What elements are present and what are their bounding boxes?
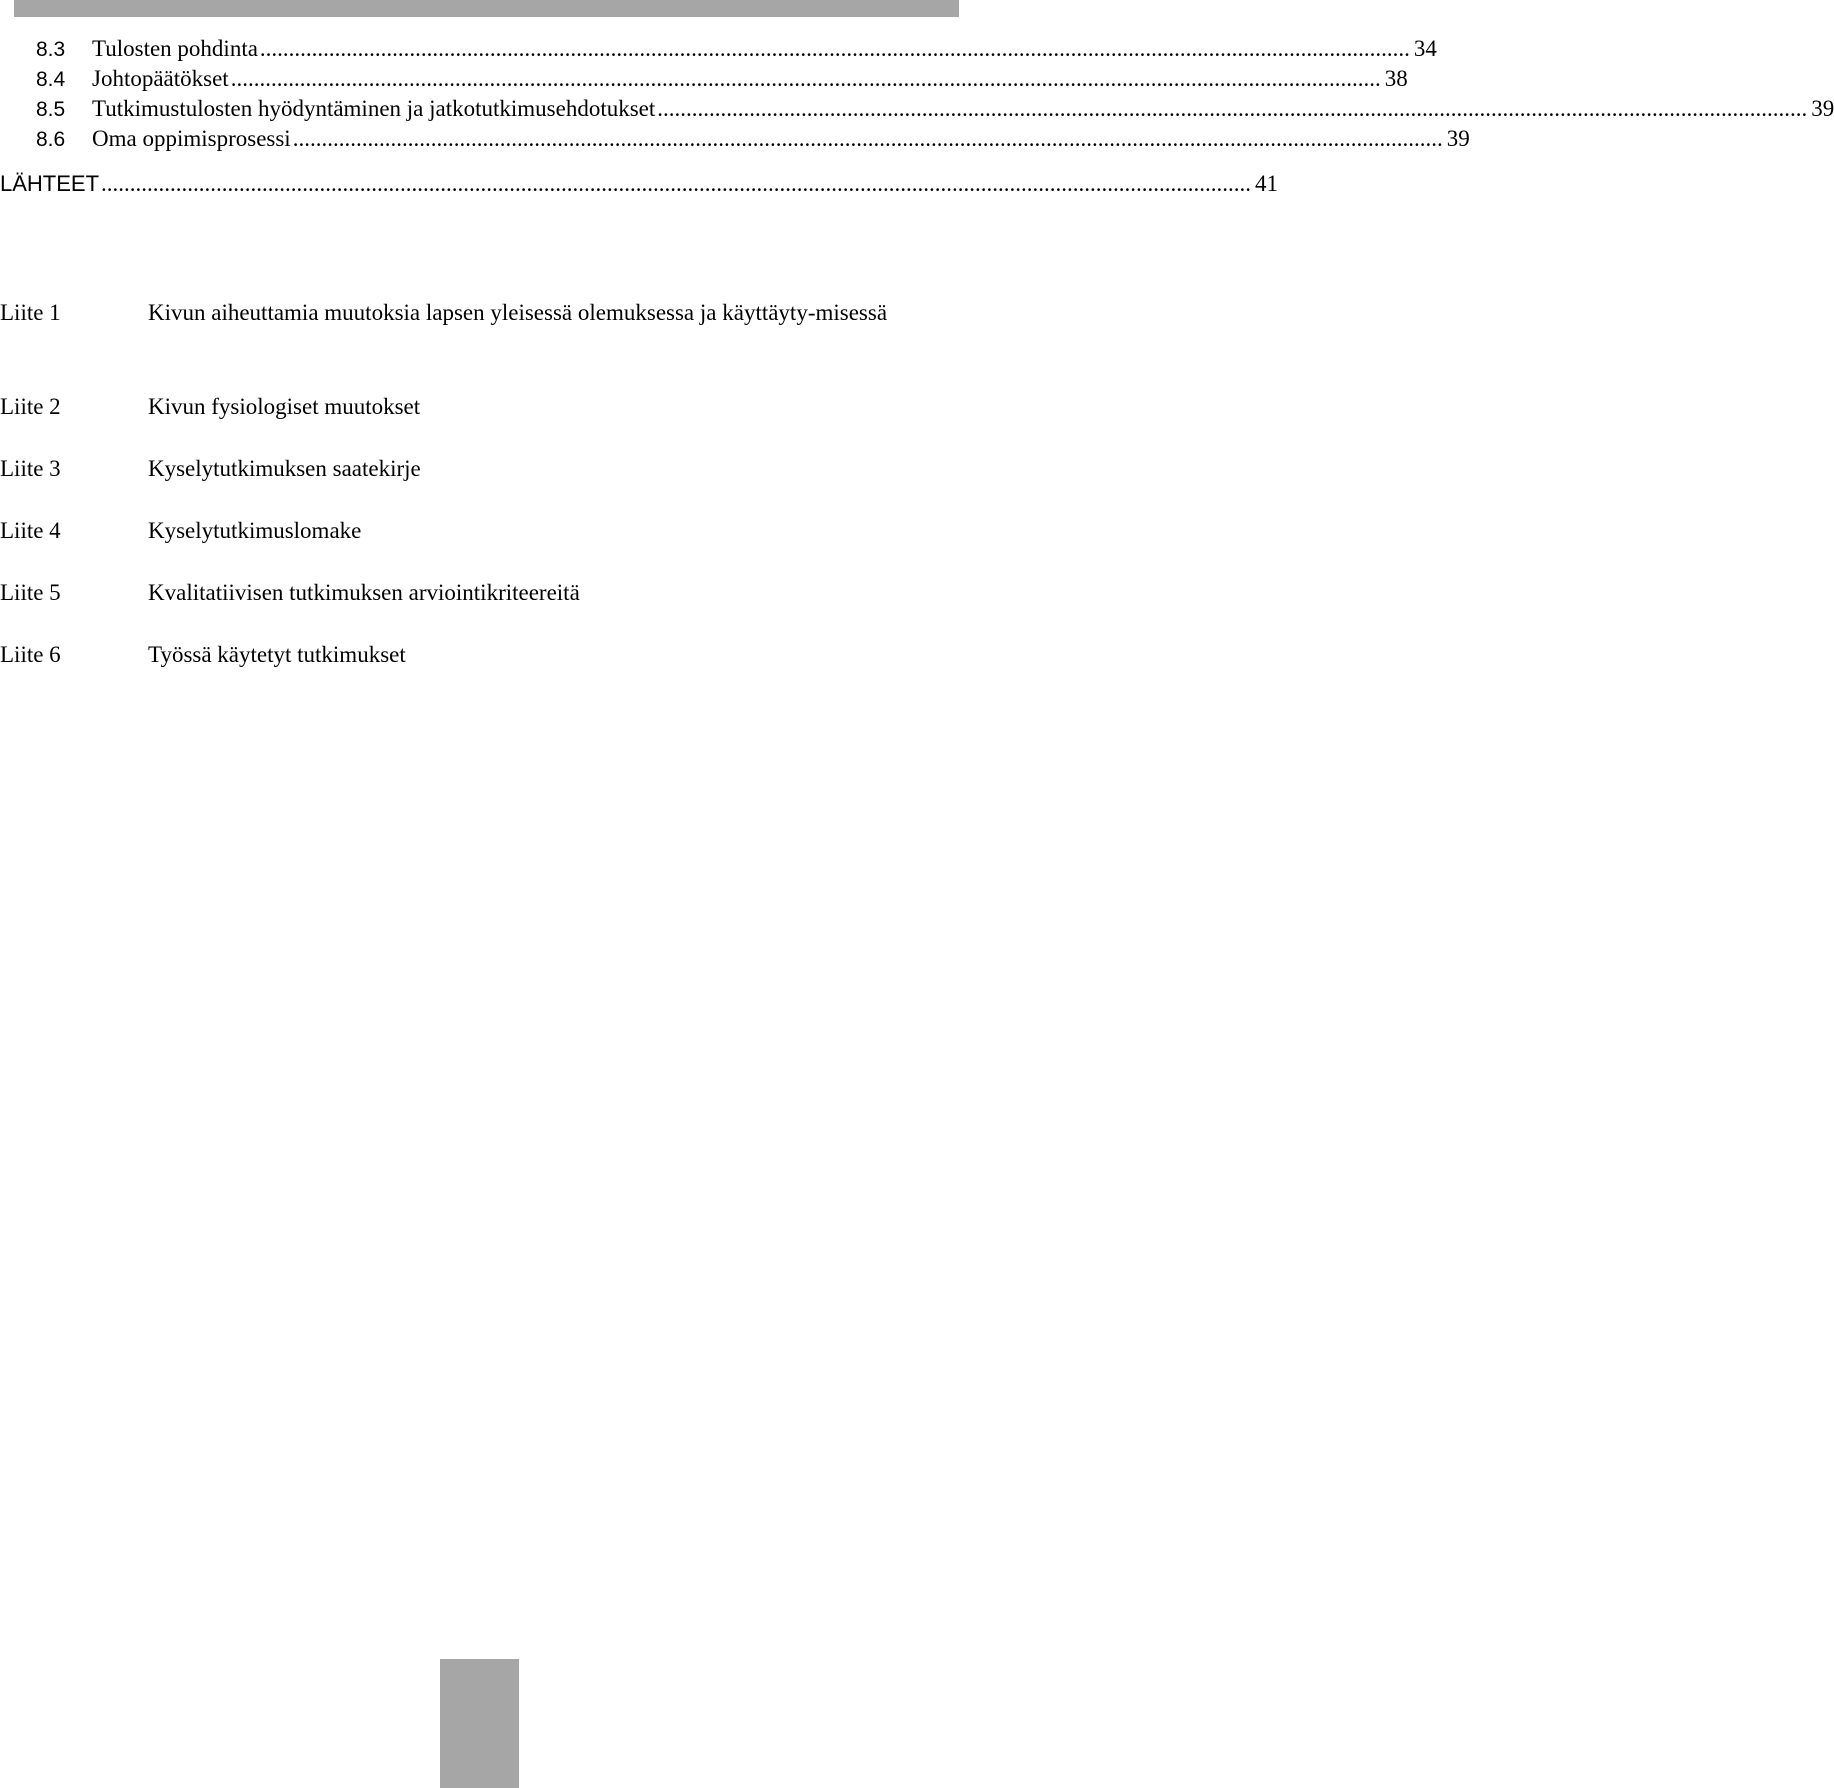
toc-leader-dots: ........................................................................................................................................................................................................ xyxy=(292,126,1443,151)
appendix-item xyxy=(0,297,960,391)
toc-entry-number: 8.5 xyxy=(36,98,66,121)
toc-entry-8-3[interactable] xyxy=(36,34,1437,64)
appendix-item xyxy=(0,453,960,515)
page-footer-block xyxy=(440,1659,519,1788)
appendix-item xyxy=(0,515,960,577)
top-header-bar xyxy=(14,0,959,17)
appendix-item xyxy=(0,639,960,701)
toc-references-page: 41 xyxy=(1255,171,1279,196)
appendix-label: Liite 4 xyxy=(0,518,61,543)
toc-entry-title: Tutkimustulosten hyödyntäminen ja jatkotutkimusehdotukset xyxy=(92,96,656,121)
toc-leader-dots: ........................................................................................................................................................................................................ xyxy=(259,36,1410,61)
appendix-title: Kyselytutkimuslomake xyxy=(148,518,362,543)
appendix-label: Liite 6 xyxy=(0,642,61,667)
appendix-item xyxy=(0,391,960,453)
toc-entry-title: Johtopäätökset xyxy=(92,66,229,91)
appendix-title: Kivun fysiologiset muutokset xyxy=(148,394,421,419)
appendix-title: Kivun aiheuttamia muutoksia lapsen yleisessä olemuksessa ja käyttäyty-misessä xyxy=(148,300,888,325)
toc-references-title: LÄHTEET xyxy=(0,171,100,196)
appendix-label: Liite 1 xyxy=(0,300,61,325)
toc-entry-page: 34 xyxy=(1413,36,1437,61)
toc-entry-8-6[interactable] xyxy=(36,124,1470,154)
appendix-label: Liite 5 xyxy=(0,580,61,605)
toc-entry-page: 39 xyxy=(1811,96,1834,121)
toc-entry-8-5[interactable] xyxy=(36,94,1834,124)
appendix-item xyxy=(0,577,960,639)
toc-leader-dots: ........................................................................................................................................................................................................ xyxy=(101,171,1252,196)
appendix-list xyxy=(0,297,960,701)
table-of-contents xyxy=(0,34,1834,199)
appendix-label: Liite 2 xyxy=(0,394,61,419)
toc-leader-dots: ........................................................................................................................................................................................................ xyxy=(657,96,1808,121)
toc-entry-title: Tulosten pohdinta xyxy=(92,36,258,61)
toc-entry-number: 8.3 xyxy=(36,38,66,61)
toc-entry-references[interactable] xyxy=(0,169,1279,199)
toc-entry-number: 8.4 xyxy=(36,68,66,91)
toc-leader-dots: ........................................................................................................................................................................................................ xyxy=(230,66,1381,91)
toc-entry-8-4[interactable] xyxy=(36,64,1408,94)
toc-entry-page: 39 xyxy=(1446,126,1470,151)
appendix-title: Työssä käytetyt tutkimukset xyxy=(148,642,406,667)
toc-entry-title: Oma oppimisprosessi xyxy=(92,126,291,151)
appendix-title: Kvalitatiivisen tutkimuksen arviointikriteereitä xyxy=(148,580,580,605)
toc-entry-number: 8.6 xyxy=(36,128,66,151)
appendix-label: Liite 3 xyxy=(0,456,61,481)
appendix-title: Kyselytutkimuksen saatekirje xyxy=(148,456,421,481)
toc-entry-page: 38 xyxy=(1384,66,1408,91)
